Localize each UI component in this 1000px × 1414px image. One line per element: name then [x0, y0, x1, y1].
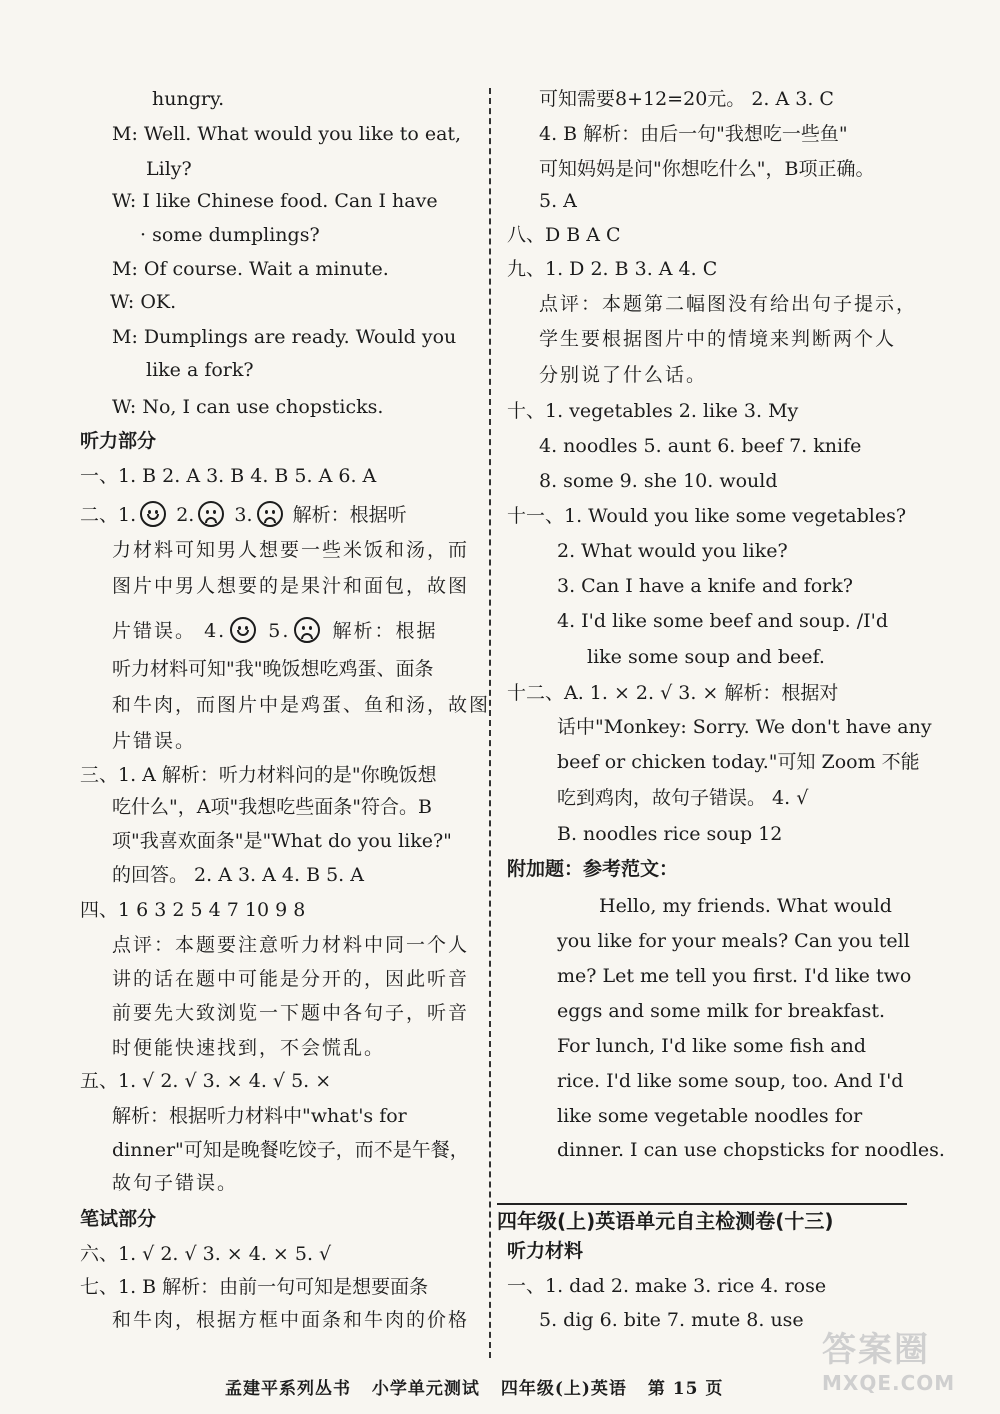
- answer-line: eggs and some milk for breakfast.: [557, 1000, 886, 1022]
- question-number: 3.: [234, 504, 253, 526]
- answer-line: 时便能快速找到，不会慌乱。: [112, 1037, 386, 1059]
- smiley-face-icon: [230, 617, 256, 643]
- sad-face-icon: [198, 501, 224, 527]
- answer-line: 十一、1. Would you like some vegetables?: [507, 505, 907, 527]
- answer-line: 四、1 6 3 2 5 4 7 10 9 8: [80, 899, 306, 921]
- answer-line: dinner. I can use chopsticks for noodles.: [557, 1139, 945, 1161]
- answer-line: W: No, I can use chopsticks.: [112, 396, 384, 418]
- answer-line: 十、1. vegetables 2. like 3. My: [507, 400, 799, 422]
- answer-line: 前要先大致浏览一下题中各句子，听音: [112, 1002, 470, 1024]
- answer-line: 3. Can I have a knife and fork?: [557, 575, 853, 597]
- question-number: 二、1.: [80, 504, 137, 526]
- smiley-face-icon: [140, 501, 166, 527]
- answer-line-faces: [112, 617, 437, 644]
- answer-line: 点评：本题第二幅图没有给出句子提示，: [539, 293, 918, 315]
- answer-line: 讲的话在题中可能是分开的，因此听音: [112, 968, 470, 990]
- answer-line: 可知妈妈是问"你想吃什么"，B项正确。: [539, 158, 875, 180]
- answer-line: 一、1. B 2. A 3. B 4. B 5. A 6. A: [80, 465, 377, 487]
- answer-line: 点评：本题要注意听力材料中同一个人: [112, 934, 470, 956]
- sad-face-icon: [294, 617, 320, 643]
- footer-page-number: 第 15 页: [647, 1379, 724, 1399]
- answer-line: 七、1. B 解析：由前一句可知是想要面条: [80, 1276, 429, 1298]
- answer-line: M: Well. What would you like to eat,: [112, 123, 462, 145]
- answer-line: W: I like Chinese food. Can I have: [112, 190, 438, 212]
- answer-line: dinner"可知是晚餐吃饺子，而不是午餐，: [112, 1139, 469, 1161]
- answer-line: rice. I'd like some soup, too. And I'd: [557, 1070, 904, 1092]
- section-title: 四年级(上)英语单元自主检测卷(十三): [497, 1209, 834, 1233]
- watermark-logo-text: 答案圈: [822, 1330, 930, 1370]
- answer-line: 分别说了什么话。: [539, 364, 708, 386]
- answer-text: 片错误。: [112, 620, 197, 642]
- answer-line: 十二、A. 1. × 2. √ 3. × 解析：根据对: [507, 682, 839, 704]
- answer-line: 六、1. √ 2. √ 3. × 4. × 5. √: [80, 1243, 332, 1265]
- section-heading: 笔试部分: [80, 1208, 157, 1230]
- question-number: 2.: [176, 504, 195, 526]
- answer-line: beef or chicken today."可知 Zoom 不能: [557, 751, 920, 773]
- answer-line: W: OK.: [110, 291, 177, 313]
- answer-line: M: Dumplings are ready. Would you: [112, 326, 457, 348]
- answer-line: 听力材料可知"我"晚饭想吃鸡蛋、面条: [112, 658, 434, 680]
- analysis-label: 解析：根据听: [292, 504, 407, 526]
- answer-line: 一、1. dad 2. make 3. rice 4. rose: [507, 1275, 827, 1297]
- question-number: 4.: [204, 620, 227, 642]
- answer-line: · some dumplings?: [140, 224, 320, 246]
- answer-line: Hello, my friends. What would: [599, 895, 892, 917]
- footer-series: 孟建平系列丛书: [225, 1379, 351, 1399]
- answer-line: like some vegetable noodles for: [557, 1105, 863, 1127]
- watermark-url: MXQE.COM: [822, 1371, 956, 1395]
- answer-line: 5. dig 6. bite 7. mute 8. use: [539, 1309, 804, 1331]
- answer-line: 吃什么"，A项"我想吃些面条"符合。B: [112, 796, 432, 818]
- answer-line: 图片中男人想要的是果汁和面包，故图: [112, 575, 470, 597]
- answer-line: you like for your meals? Can you tell: [557, 930, 910, 952]
- answer-line: Lily?: [146, 158, 192, 180]
- sad-face-icon: [257, 501, 283, 527]
- footer-book: 小学单元测试: [371, 1379, 480, 1399]
- answer-line: 5. A: [539, 190, 577, 212]
- answer-line: 话中"Monkey: Sorry. We don't have any: [557, 716, 932, 738]
- section-heading: 附加题：参考范文：: [507, 858, 679, 880]
- answer-line: 的回答。 2. A 3. A 4. B 5. A: [112, 864, 364, 886]
- answer-line: 三、1. A 解析：听力材料问的是"你晚饭想: [80, 764, 437, 786]
- answer-line: 五、1. √ 2. √ 3. × 4. √ 5. ×: [80, 1070, 332, 1092]
- answer-line: hungry.: [152, 88, 225, 110]
- answer-line: 力材料可知男人想要一些米饭和汤，而: [112, 539, 470, 561]
- answer-line: 8. some 9. she 10. would: [539, 470, 778, 492]
- answer-line-faces: [80, 501, 407, 528]
- answer-line: 4. B 解析：由后一句"我想吃一些鱼": [539, 123, 848, 145]
- answer-line: 吃到鸡肉，故句子错误。 4. √: [557, 787, 809, 809]
- answer-line: 4. noodles 5. aunt 6. beef 7. knife: [539, 435, 862, 457]
- answer-line: 片错误。: [112, 730, 197, 752]
- column-divider: [489, 88, 491, 1358]
- answer-line: 和牛肉，根据方框中面条和牛肉的价格: [112, 1309, 470, 1331]
- question-number: 5.: [268, 620, 291, 642]
- answer-line: like a fork?: [146, 359, 254, 381]
- section-heading: 听力部分: [80, 430, 157, 452]
- answer-line: M: Of course. Wait a minute.: [112, 258, 389, 280]
- footer-grade: 四年级(上)英语: [500, 1379, 627, 1399]
- answer-line: 和牛肉，而图片中是鸡蛋、鱼和汤，故图: [112, 694, 491, 716]
- analysis-label: 解析：根据: [332, 620, 438, 642]
- answer-line: like some soup and beef.: [587, 646, 825, 668]
- watermark: [822, 1322, 972, 1402]
- answer-line: 九、1. D 2. B 3. A 4. C: [507, 258, 718, 280]
- answer-line: 学生要根据图片中的情境来判断两个人: [539, 328, 897, 350]
- section-heading: 听力材料: [507, 1240, 584, 1262]
- answer-line: 解析：根据听力材料中"what's for: [112, 1105, 407, 1127]
- page-footer: [225, 1374, 737, 1399]
- answer-line: For lunch, I'd like some fish and: [557, 1035, 867, 1057]
- answer-line: 4. I'd like some beef and soup. /I'd: [557, 610, 888, 632]
- answer-line: 2. What would you like?: [557, 540, 788, 562]
- answer-line: 项"我喜欢面条"是"What do you like?": [112, 830, 452, 852]
- answer-line: B. noodles rice soup 12: [557, 823, 783, 845]
- answer-line: me? Let me tell you first. I'd like two: [557, 965, 912, 987]
- answer-line: 故句子错误。: [112, 1172, 239, 1194]
- answer-line: 八、D B A C: [507, 224, 621, 246]
- answer-line: 可知需要8+12=20元。 2. A 3. C: [539, 88, 834, 110]
